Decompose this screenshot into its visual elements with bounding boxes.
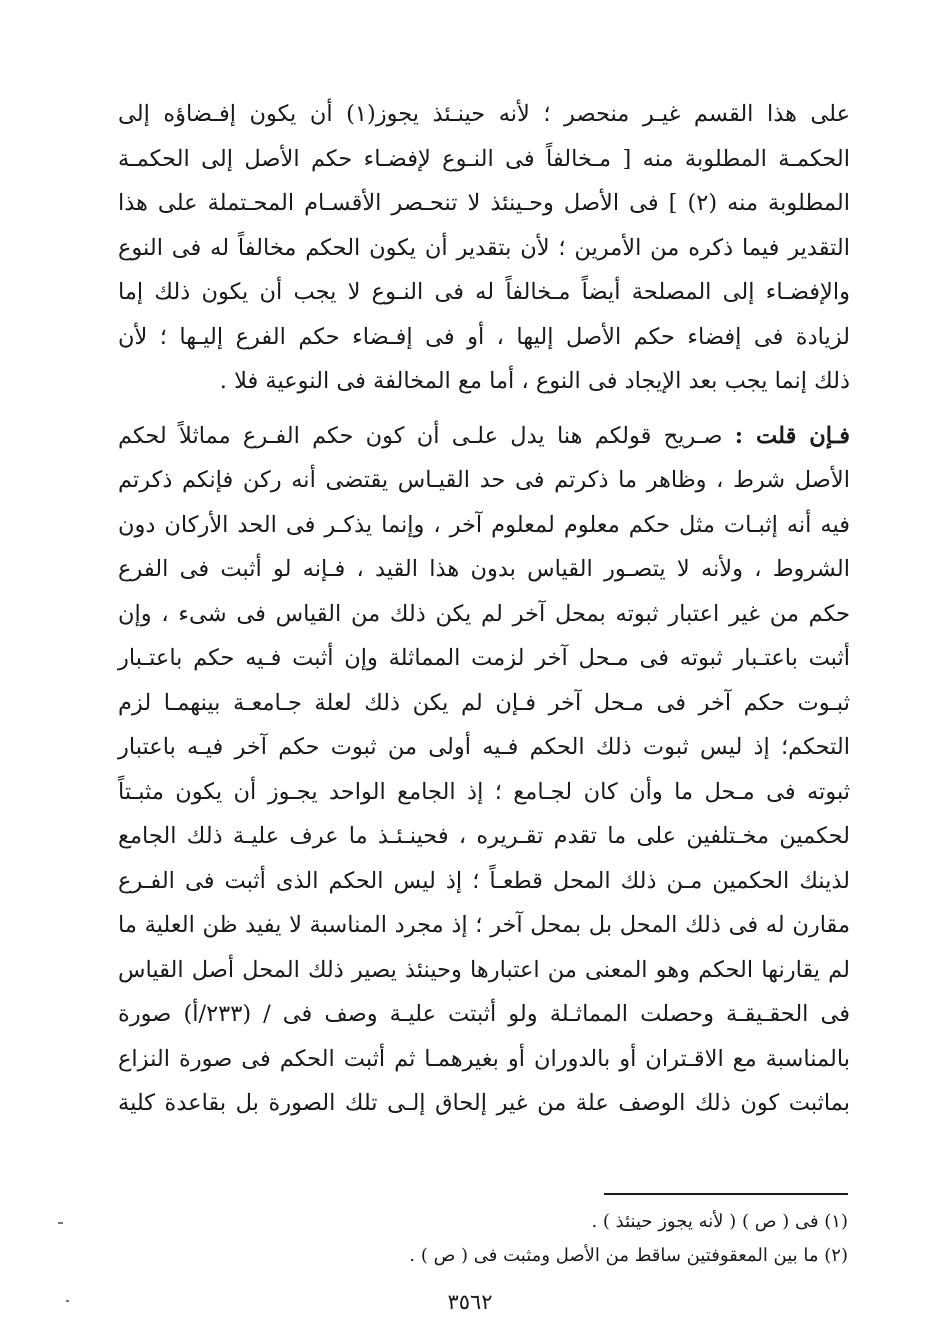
text-line: أثبت باعتـبار ثبوته فى مـحل آخر لزمت المماثلة وإن أثبت فـيه حكم باعتـبار — [118, 645, 850, 671]
footnote-separator — [604, 1193, 848, 1195]
page-number: ٣٥٦٢ — [447, 1290, 493, 1314]
text-line: مقارن له فى ذلك المحل بل بمحل آخر ؛ إذ مجرد المناسبة لا يفيد ظن العلية ما — [118, 912, 850, 938]
text-line: لزيادة فى إفضاء حكم الأصل إليها ، أو فى إفـضاء حكم الفرع إليـها ؛ لأن — [118, 323, 850, 350]
text-line: الشروط ، ولأنه لا يتصـور القياس بدون هذا القيد ، فـإنه لو أثبت فى الفرع — [118, 556, 850, 582]
text-line: ثبوته فى مـحل ما وأن كان لجـامع ؛ إذ الجامع الواحد يجـوز أن يكون مثبـتاً — [118, 778, 850, 805]
text-line: ثبـوت حكم آخر فى مـحل آخر فـإن لم يكن ذلك لعلة جـامعـة بينهمـا لزم — [118, 689, 850, 716]
text-line: ذلك إنما يجب بعد الإيجاد فى النوع ، أما مع المخالفة فى النوعية فلا . — [219, 368, 850, 394]
text-line: فى الحقـيقـة وحصلت المماثـلة ولو أثبتت عليـة وصف فى / (٢٣٣/أ) صورة — [118, 1001, 850, 1027]
paragraph-1 — [118, 92, 850, 404]
text-line: على هذا القسم غيـر منحصر ؛ لأنه حينـئذ يجوز(١) أن يكون إفـضاؤه إلى — [118, 101, 850, 127]
text-line: صـريح قولكم هنا يدل علـى أن كون حكم الفـرع مماثلاً لحكم — [118, 422, 723, 449]
text-line: فيه أنه إثبـات مثل حكم معلوم لمعلوم آخر ، وإنما يذكـر فى الحد الأركان دون — [118, 511, 850, 538]
text-line: لم يقارنها الحكم وهو المعنى من اعتبارها وحينئذ يصير ذلك المحل أصل القياس — [118, 956, 850, 983]
document-body — [118, 92, 850, 1126]
text-line: الأصل شرط ، وظاهر ما ذكرتم فى حد القيـاس يقتضى أنه ركن فإنكم ذكرتم — [118, 467, 850, 493]
text-line: الحكمـة المطلوبة منه [ مـخالفاً فى النـوع لإفضـاء حكم الأصل إلى الحكمـة — [118, 145, 850, 172]
text-line: حكم من غير اعتبار ثبوته بمحل آخر لم يكن ذلك من القياس فى شىء ، وإن — [118, 600, 850, 627]
footnote-1: (١) فى ( ص ) ( لأنه يجوز حينئذ ) . — [591, 1211, 848, 1232]
footnote-2: (٢) ما بين المعقوفتين ساقط من الأصل ومثبت فى ( ص ) . — [409, 1245, 848, 1266]
scan-speck — [58, 1222, 63, 1224]
text-line: التحكم؛ إذ ليس ثبوت ذلك الحكم فـيه أولى من ثبوت حكم آخر فيـه باعتبار — [118, 734, 850, 760]
footnotes — [300, 1205, 848, 1273]
text-line: التقدير فيما ذكره من الأمرين ؛ لأن بتقدير أن يكون الحكم مخالفاً له فى النوع — [118, 234, 850, 261]
paragraph-lead: فـإن قلت : — [734, 422, 851, 449]
scan-speck — [66, 1300, 69, 1302]
text-line: بماثبت كون ذلك الوصف علة من غير إلحاق إلـى تلك الصورة بل بقاعدة كلية — [118, 1090, 850, 1116]
text-line: لذينك الحكمين مـن ذلك المحل قطعـاً ؛ إذ ليس الحكم الذى أثبت فى الفـرع — [118, 867, 850, 894]
text-line: بالمناسبة مع الاقـتران أو بالدوران أو بغيرهمـا ثم أثبت الحكم فى صورة النزاع — [118, 1045, 850, 1072]
text-line: والإفضـاء إلى المصلحة أيضاً مـخالفاً له فى النـوع لا يجب أن يكون ذلك إما — [118, 279, 850, 305]
text-line: لحكمين مخـتلفين على ما تقدم تقـريره ، فحينـئـذ ما عرف عليـة ذلك الجامع — [118, 823, 850, 849]
text-line: المطلوبة منه (٢) ] فى الأصل وحـينئذ لا تنحـصر الأقسـام المحـتملة على هذا — [118, 190, 850, 216]
text-line-with-lead — [118, 414, 850, 459]
paragraph-2 — [118, 414, 850, 1126]
